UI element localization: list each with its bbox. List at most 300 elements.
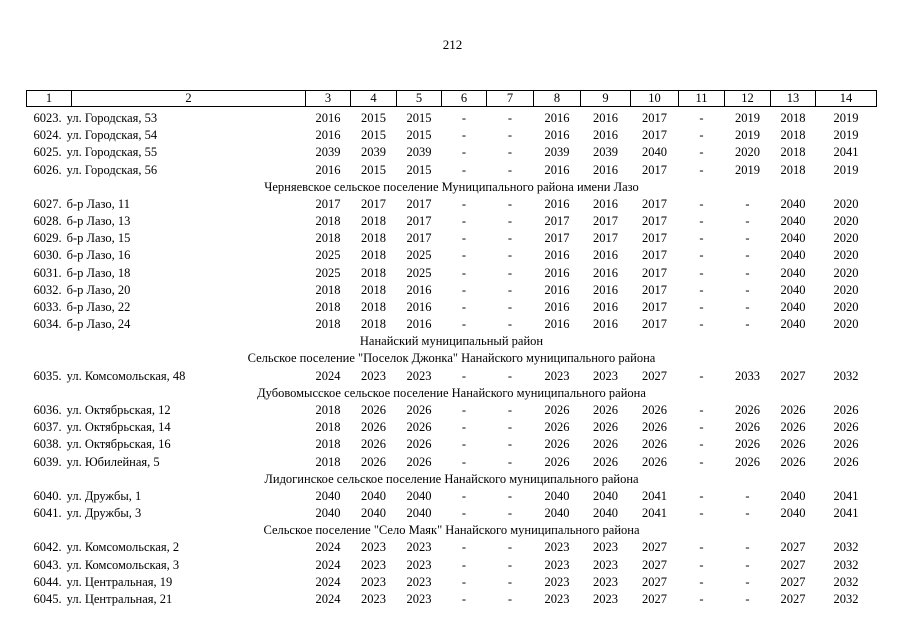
cell-col-14: 2032 <box>833 591 859 606</box>
cell-col-11: - <box>699 420 704 435</box>
address: б-р Лазо, 22 <box>66 299 131 314</box>
cell-col-10: 2027 <box>642 574 667 589</box>
address: ул. Городская, 53 <box>66 111 158 126</box>
cell-col-10: 2017 <box>642 248 667 263</box>
cell-col-9: 2016 <box>593 248 618 263</box>
section-heading-row <box>27 333 877 350</box>
cell-col-12: - <box>745 591 750 606</box>
column-header-9: 9 <box>581 91 631 107</box>
address: ул. Дружбы, 3 <box>66 506 142 521</box>
cell-col-4: 2026 <box>361 437 386 452</box>
row-label <box>27 230 306 247</box>
cell-col-10: 2027 <box>642 540 667 555</box>
cell-col-7: - <box>507 162 513 177</box>
cell-col-8: 2016 <box>544 282 570 297</box>
table-row <box>27 316 877 333</box>
cell-col-12: 2019 <box>735 128 760 143</box>
cell-col-14: 2032 <box>833 540 859 555</box>
cell-col-7: - <box>507 591 513 606</box>
cell-col-8: 2039 <box>544 145 570 160</box>
cell-col-3: 2025 <box>315 248 341 263</box>
cell-col-6: - <box>461 128 467 143</box>
cell-col-6: - <box>461 420 467 435</box>
row-number: 6034. <box>33 317 62 332</box>
cell-col-9: 2016 <box>593 128 618 143</box>
section-heading: Сельское поселение "Поселок Джонка" Нанайского муниципального района <box>247 351 656 366</box>
row-number: 6037. <box>33 420 62 435</box>
cell-col-6: - <box>461 162 467 177</box>
row-number: 6028. <box>33 214 62 229</box>
column-header-8: 8 <box>534 91 581 107</box>
table-row <box>27 505 877 522</box>
cell-col-8: 2016 <box>544 196 570 211</box>
cell-col-14: 2020 <box>833 231 859 246</box>
cell-col-6: - <box>461 574 467 589</box>
cell-col-13: 2040 <box>780 299 806 314</box>
row-number: 6031. <box>33 265 62 280</box>
table-row <box>27 436 877 453</box>
cell-col-3: 2024 <box>315 540 341 555</box>
cell-col-5: 2023 <box>406 591 432 606</box>
cell-col-10: 2017 <box>642 265 667 280</box>
row-label <box>27 316 306 333</box>
cell-col-9: 2023 <box>593 540 618 555</box>
cell-col-13: 2040 <box>780 248 806 263</box>
cell-col-8: 2023 <box>544 591 570 606</box>
cell-col-6: - <box>461 317 467 332</box>
cell-col-10: 2017 <box>642 317 667 332</box>
cell-col-7: - <box>507 506 513 521</box>
row-label <box>27 488 306 505</box>
column-header-14: 14 <box>816 91 877 107</box>
cell-col-3: 2039 <box>315 145 341 160</box>
cell-col-10: 2026 <box>642 437 667 452</box>
cell-col-9: 2026 <box>593 420 618 435</box>
cell-col-6: - <box>461 591 467 606</box>
cell-col-8: 2026 <box>544 403 570 417</box>
cell-col-5: 2017 <box>406 214 432 229</box>
cell-col-10: 2017 <box>642 162 667 177</box>
cell-col-3: 2024 <box>315 557 341 572</box>
row-number: 6024. <box>33 128 62 143</box>
cell-col-14: 2020 <box>833 248 859 263</box>
section-heading: Черняевское сельское поселение Муниципального района имени Лазо <box>264 179 639 194</box>
cell-col-3: 2018 <box>315 437 341 452</box>
cell-col-14: 2020 <box>833 282 859 297</box>
address: ул. Дружбы, 1 <box>66 488 142 503</box>
section-heading-row <box>27 350 877 367</box>
cell-col-7: - <box>507 145 513 160</box>
cell-col-4: 2023 <box>361 540 386 555</box>
cell-col-3: 2018 <box>315 317 341 332</box>
row-number: 6023. <box>33 111 62 126</box>
row-number: 6033. <box>33 299 62 314</box>
address: ул. Октябрьская, 14 <box>66 420 171 435</box>
row-number: 6044. <box>33 574 62 589</box>
cell-col-10: 2027 <box>642 591 667 606</box>
row-number: 6040. <box>33 488 62 503</box>
cell-col-3: 2024 <box>315 574 341 589</box>
cell-col-9: 2040 <box>593 488 618 503</box>
row-label <box>27 265 306 282</box>
cell-col-6: - <box>461 145 467 160</box>
cell-col-9: 2016 <box>593 299 618 314</box>
cell-col-10: 2017 <box>642 128 667 143</box>
row-number: 6030. <box>33 248 62 263</box>
cell-col-5: 2039 <box>406 145 432 160</box>
cell-col-12: 2026 <box>735 420 760 435</box>
cell-col-7: - <box>507 488 513 503</box>
cell-col-14: 2026 <box>833 403 859 417</box>
cell-col-4: 2039 <box>361 145 386 160</box>
cell-col-12: 2019 <box>735 111 760 126</box>
section-heading: Сельское поселение "Село Маяк" Нанайского муниципального района <box>263 523 640 538</box>
cell-col-11: - <box>699 317 704 332</box>
cell-col-11: - <box>699 231 704 246</box>
row-number: 6035. <box>33 368 62 383</box>
cell-col-4: 2023 <box>361 591 386 606</box>
table-row <box>27 196 877 213</box>
address: ул. Центральная, 19 <box>66 574 173 589</box>
cell-col-13: 2040 <box>780 317 806 332</box>
cell-col-11: - <box>699 282 704 297</box>
cell-col-7: - <box>507 299 513 314</box>
row-label <box>27 436 306 453</box>
section-heading: Дубовомысское сельское поселение Нанайского муниципального района <box>257 385 646 400</box>
cell-col-6: - <box>461 265 467 280</box>
cell-col-11: - <box>699 299 704 314</box>
cell-col-10: 2017 <box>642 299 667 314</box>
row-number: 6038. <box>33 437 62 452</box>
cell-col-8: 2016 <box>544 265 570 280</box>
cell-col-8: 2016 <box>544 299 570 314</box>
cell-col-11: - <box>699 506 704 521</box>
row-number: 6043. <box>33 557 62 572</box>
cell-col-3: 2018 <box>315 282 341 297</box>
cell-col-10: 2026 <box>642 454 667 469</box>
table-row <box>27 488 877 505</box>
cell-col-14: 2041 <box>833 506 859 521</box>
cell-col-12: 2020 <box>735 145 760 160</box>
cell-col-4: 2018 <box>361 214 386 229</box>
row-number: 6042. <box>33 540 62 555</box>
cell-col-6: - <box>461 299 467 314</box>
cell-col-5: 2017 <box>406 231 432 246</box>
cell-col-8: 2016 <box>544 162 570 177</box>
cell-col-11: - <box>699 403 704 417</box>
cell-col-4: 2015 <box>361 111 386 126</box>
cell-col-8: 2040 <box>544 488 570 503</box>
cell-col-14: 2041 <box>833 488 859 503</box>
cell-col-8: 2023 <box>544 557 570 572</box>
row-label <box>27 196 306 213</box>
column-header-2: 2 <box>72 91 306 107</box>
cell-col-12: - <box>745 574 750 589</box>
cell-col-8: 2016 <box>544 111 570 126</box>
row-label <box>27 419 306 436</box>
row-number: 6029. <box>33 231 62 246</box>
cell-col-6: - <box>461 540 467 555</box>
cell-col-9: 2023 <box>593 368 618 383</box>
cell-col-6: - <box>461 196 467 211</box>
table-row <box>27 402 877 419</box>
table-row <box>27 127 877 144</box>
cell-col-9: 2016 <box>593 111 618 126</box>
row-label <box>27 574 306 591</box>
row-label <box>27 127 306 144</box>
row-label <box>27 299 306 316</box>
cell-col-14: 2032 <box>833 574 859 589</box>
cell-col-11: - <box>699 454 704 469</box>
cell-col-14: 2020 <box>833 317 859 332</box>
row-number: 6027. <box>33 196 62 211</box>
cell-col-4: 2018 <box>361 282 386 297</box>
cell-col-12: - <box>745 317 750 332</box>
cell-col-9: 2017 <box>593 231 618 246</box>
cell-col-6: - <box>461 437 467 452</box>
cell-col-3: 2018 <box>315 403 341 417</box>
column-header-13: 13 <box>771 91 816 107</box>
cell-col-7: - <box>507 128 513 143</box>
cell-col-13: 2018 <box>780 128 806 143</box>
cell-col-7: - <box>507 557 513 572</box>
cell-col-14: 2026 <box>833 437 859 452</box>
cell-col-3: 2018 <box>315 231 341 246</box>
cell-col-3: 2025 <box>315 265 341 280</box>
cell-col-13: 2040 <box>780 282 806 297</box>
cell-col-11: - <box>699 488 704 503</box>
cell-col-7: - <box>507 231 513 246</box>
cell-col-13: 2026 <box>780 437 806 452</box>
table-row <box>27 282 877 299</box>
cell-col-7: - <box>507 403 513 417</box>
address: ул. Городская, 54 <box>66 128 158 143</box>
cell-col-4: 2018 <box>361 265 386 280</box>
row-number: 6036. <box>33 403 62 417</box>
cell-col-6: - <box>461 506 467 521</box>
cell-col-7: - <box>507 248 513 263</box>
table-row <box>27 299 877 316</box>
cell-col-8: 2023 <box>544 574 570 589</box>
cell-col-5: 2015 <box>406 128 432 143</box>
row-label <box>27 368 306 385</box>
cell-col-5: 2023 <box>406 540 432 555</box>
cell-col-4: 2026 <box>361 403 386 417</box>
cell-col-4: 2026 <box>361 420 386 435</box>
cell-col-11: - <box>699 248 704 263</box>
cell-col-3: 2016 <box>315 111 341 126</box>
cell-col-12: 2026 <box>735 403 760 417</box>
cell-col-8: 2017 <box>544 214 570 229</box>
cell-col-10: 2017 <box>642 111 667 126</box>
cell-col-9: 2039 <box>593 145 618 160</box>
cell-col-9: 2023 <box>593 557 618 572</box>
cell-col-12: - <box>745 299 750 314</box>
cell-col-9: 2016 <box>593 317 618 332</box>
row-label <box>27 213 306 230</box>
cell-col-3: 2016 <box>315 128 341 143</box>
cell-col-13: 2027 <box>780 540 806 555</box>
cell-col-5: 2026 <box>406 437 432 452</box>
cell-col-10: 2041 <box>642 488 667 503</box>
cell-col-5: 2023 <box>406 557 432 572</box>
cell-col-6: - <box>461 488 467 503</box>
section-heading-row <box>27 385 877 402</box>
cell-col-7: - <box>507 265 513 280</box>
cell-col-6: - <box>461 557 467 572</box>
cell-col-7: - <box>507 574 513 589</box>
cell-col-5: 2015 <box>406 111 432 126</box>
cell-col-14: 2020 <box>833 265 859 280</box>
cell-col-8: 2016 <box>544 128 570 143</box>
cell-col-12: 2026 <box>735 437 760 452</box>
cell-col-13: 2026 <box>780 454 806 469</box>
cell-col-12: - <box>745 506 750 521</box>
cell-col-9: 2016 <box>593 162 618 177</box>
row-label <box>27 247 306 264</box>
cell-col-4: 2023 <box>361 557 386 572</box>
cell-col-11: - <box>699 145 704 160</box>
cell-col-13: 2040 <box>780 231 806 246</box>
column-header-5: 5 <box>397 91 442 107</box>
cell-col-7: - <box>507 282 513 297</box>
cell-col-12: - <box>745 557 750 572</box>
address: б-р Лазо, 24 <box>66 317 131 332</box>
row-label <box>27 144 306 161</box>
address: б-р Лазо, 13 <box>66 214 131 229</box>
cell-col-13: 2027 <box>780 591 806 606</box>
cell-col-5: 2015 <box>406 162 432 177</box>
cell-col-6: - <box>461 403 467 417</box>
cell-col-3: 2018 <box>315 420 341 435</box>
cell-col-13: 2027 <box>780 557 806 572</box>
section-heading: Нанайский муниципальный район <box>359 334 544 349</box>
row-number: 6045. <box>33 591 62 606</box>
cell-col-7: - <box>507 540 513 555</box>
cell-col-13: 2018 <box>780 111 806 126</box>
cell-col-4: 2017 <box>361 196 386 211</box>
cell-col-12: - <box>745 214 750 229</box>
cell-col-11: - <box>699 437 704 452</box>
cell-col-13: 2026 <box>780 420 806 435</box>
address: ул. Городская, 55 <box>66 145 158 160</box>
row-label <box>27 107 306 128</box>
cell-col-13: 2040 <box>780 265 806 280</box>
cell-col-10: 2017 <box>642 196 667 211</box>
address: б-р Лазо, 11 <box>66 196 130 211</box>
cell-col-7: - <box>507 214 513 229</box>
cell-col-8: 2040 <box>544 506 570 521</box>
cell-col-7: - <box>507 196 513 211</box>
address: ул. Городская, 56 <box>66 162 158 177</box>
cell-col-12: - <box>745 265 750 280</box>
cell-col-10: 2041 <box>642 506 667 521</box>
row-number: 6041. <box>33 506 62 521</box>
cell-col-12: - <box>745 282 750 297</box>
cell-col-11: - <box>699 265 704 280</box>
cell-col-9: 2016 <box>593 265 618 280</box>
cell-col-14: 2019 <box>833 128 859 143</box>
cell-col-14: 2041 <box>833 145 859 160</box>
cell-col-12: - <box>745 248 750 263</box>
address: б-р Лазо, 18 <box>66 265 131 280</box>
cell-col-13: 2026 <box>780 403 806 417</box>
cell-col-11: - <box>699 111 704 126</box>
cell-col-14: 2026 <box>833 454 859 469</box>
column-header-10: 10 <box>631 91 679 107</box>
cell-col-9: 2026 <box>593 437 618 452</box>
row-number: 6032. <box>33 282 62 297</box>
column-header-3: 3 <box>306 91 351 107</box>
cell-col-9: 2023 <box>593 591 618 606</box>
cell-col-10: 2017 <box>642 231 667 246</box>
row-number: 6039. <box>33 454 62 469</box>
cell-col-3: 2017 <box>315 196 341 211</box>
row-label <box>27 162 306 179</box>
table-row <box>27 574 877 591</box>
table-row <box>27 213 877 230</box>
cell-col-7: - <box>507 111 513 126</box>
row-label <box>27 402 306 419</box>
table-header <box>27 91 877 107</box>
cell-col-9: 2017 <box>593 214 618 229</box>
cell-col-12: - <box>745 231 750 246</box>
cell-col-8: 2023 <box>544 540 570 555</box>
row-number: 6025. <box>33 145 62 160</box>
cell-col-3: 2024 <box>315 368 341 383</box>
cell-col-9: 2016 <box>593 282 618 297</box>
cell-col-5: 2023 <box>406 368 432 383</box>
cell-col-3: 2018 <box>315 299 341 314</box>
cell-col-6: - <box>461 111 467 126</box>
cell-col-11: - <box>699 196 704 211</box>
cell-col-6: - <box>461 231 467 246</box>
cell-col-5: 2026 <box>406 454 432 469</box>
cell-col-11: - <box>699 128 704 143</box>
table-row <box>27 556 877 573</box>
address: б-р Лазо, 15 <box>66 231 131 246</box>
cell-col-3: 2040 <box>315 488 341 503</box>
cell-col-3: 2024 <box>315 591 341 606</box>
cell-col-9: 2023 <box>593 574 618 589</box>
row-label <box>27 282 306 299</box>
table-row <box>27 162 877 179</box>
column-header-11: 11 <box>679 91 725 107</box>
cell-col-11: - <box>699 540 704 555</box>
cell-col-13: 2027 <box>780 574 806 589</box>
data-table <box>26 90 877 608</box>
cell-col-7: - <box>507 454 513 469</box>
address: б-р Лазо, 16 <box>66 248 131 263</box>
section-heading-row <box>27 522 877 539</box>
cell-col-11: - <box>699 574 704 589</box>
cell-col-12: - <box>745 540 750 555</box>
cell-col-13: 2040 <box>780 214 806 229</box>
cell-col-4: 2040 <box>361 488 386 503</box>
column-header-12: 12 <box>725 91 771 107</box>
cell-col-14: 2020 <box>833 214 859 229</box>
cell-col-11: - <box>699 591 704 606</box>
cell-col-14: 2020 <box>833 299 859 314</box>
cell-col-5: 2025 <box>406 248 432 263</box>
cell-col-10: 2017 <box>642 214 667 229</box>
cell-col-9: 2026 <box>593 403 618 417</box>
cell-col-3: 2018 <box>315 214 341 229</box>
address: ул. Юбилейная, 5 <box>66 454 160 469</box>
cell-col-14: 2032 <box>833 557 859 572</box>
address: ул. Центральная, 21 <box>66 591 173 606</box>
address: ул. Комсомольская, 3 <box>66 557 180 572</box>
